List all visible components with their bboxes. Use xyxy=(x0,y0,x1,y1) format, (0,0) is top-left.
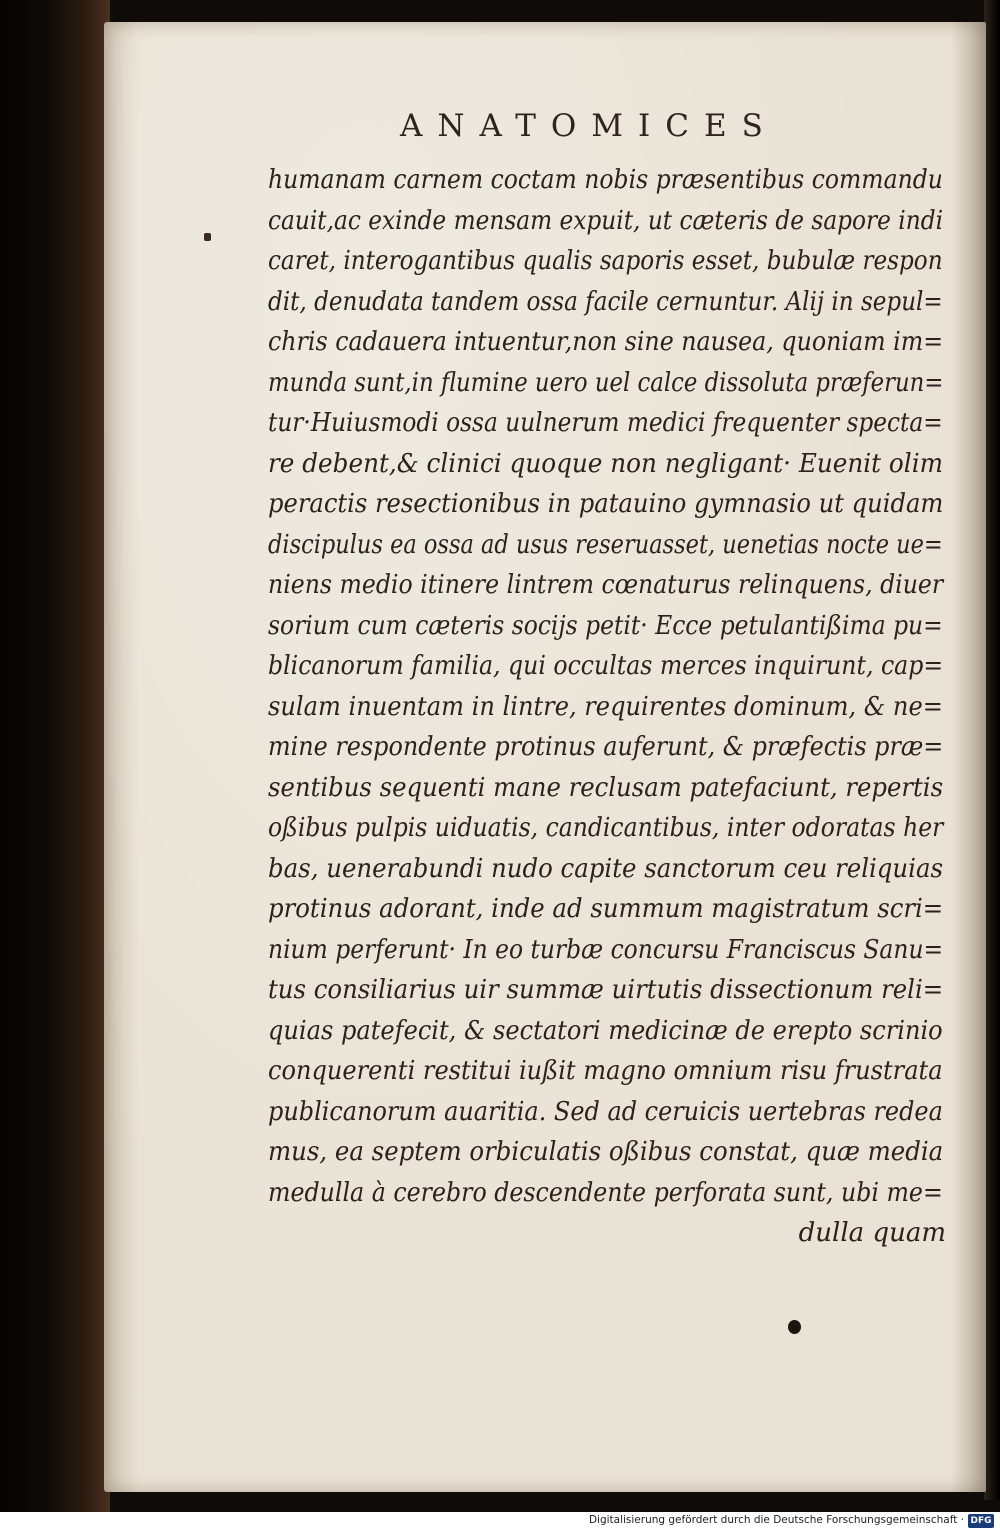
scan-right-edge xyxy=(984,0,1000,1500)
running-head: ANATOMICES xyxy=(400,108,778,144)
text-line: conquerenti restitui iußit magno omnium risu frustrata xyxy=(268,1056,943,1086)
text-line: protinus adorant, inde ad summum magistratum scri= xyxy=(268,894,944,924)
text-line: dit, denudata tandem ossa facile cernuntur. Alij in sepul= xyxy=(268,286,943,317)
book-spine xyxy=(0,0,110,1531)
text-line: tur·Huiusmodi ossa uulnerum medici frequenter specta= xyxy=(268,408,943,438)
text-line: niens medio itinere lintrem cœnaturus relinquens, diuer xyxy=(268,570,944,600)
text-line: medulla à cerebro descendente perforata sunt, ubi me= xyxy=(268,1177,943,1208)
text-line: mus, ea septem orbiculatis oßibus constat, quæ media xyxy=(268,1137,944,1167)
text-line: oßibus pulpis uiduatis, candicantibus, inter odoratas her xyxy=(268,813,944,843)
text-line: munda sunt,in flumine uero uel calce dissoluta præferun= xyxy=(268,367,944,398)
text-line: mine respondente protinus auferunt, & præfectis præ= xyxy=(268,732,944,762)
text-line: discipulus ea ossa ad usus reseruasset, uenetias nocte ue= xyxy=(268,529,943,560)
text-line: sentibus sequenti mane reclusam patefaciunt, repertis xyxy=(268,772,944,803)
text-line: humanam carnem coctam nobis præsentibus commandu xyxy=(268,165,943,195)
text-line: sulam inuentam in lintre, requirentes dominum, & ne= xyxy=(268,691,943,722)
margin-ink-mark xyxy=(204,233,211,241)
text-line: caret, interogantibus qualis saporis esset, bubulæ respon xyxy=(268,246,943,276)
dfg-credit-text: Digitalisierung gefördert durch die Deutsche Forschungsgemeinschaft · xyxy=(588,1514,964,1526)
text-line: peractis resectionibus in patauino gymnasio ut quidam xyxy=(268,489,944,519)
text-line: sorium cum cæteris socijs petit· Ecce petulantißima pu= xyxy=(268,610,943,641)
catchword: dulla quam xyxy=(798,1218,946,1248)
text-line: bas, uenerabundi nudo capite sanctorum ceu reliquias xyxy=(268,853,944,884)
text-line: quias patefecit, & sectatori medicinæ de erepto scrinio xyxy=(268,1015,943,1046)
text-line: tus consiliarius uir summæ uirtutis dissectionum reli= xyxy=(268,975,944,1005)
ink-blot xyxy=(788,1320,801,1334)
text-line: cauit,ac exinde mensam expuit, ut cæteris de sapore indi xyxy=(268,205,944,236)
text-line: blicanorum familia, qui occultas merces inquirunt, cap= xyxy=(268,651,944,681)
text-line: chris cadauera intuentur,non sine nausea, quoniam im= xyxy=(268,327,944,357)
text-line: publicanorum auaritia. Sed ad ceruicis uertebras redea xyxy=(268,1096,943,1127)
text-line: nium perferunt· In eo turbæ concursu Franciscus Sanu= xyxy=(268,934,944,965)
text-line: re debent,& clinici quoque non negligant· Euenit olim xyxy=(268,448,943,479)
dfg-logo: DFG xyxy=(968,1514,994,1528)
text-block xyxy=(268,160,958,1254)
